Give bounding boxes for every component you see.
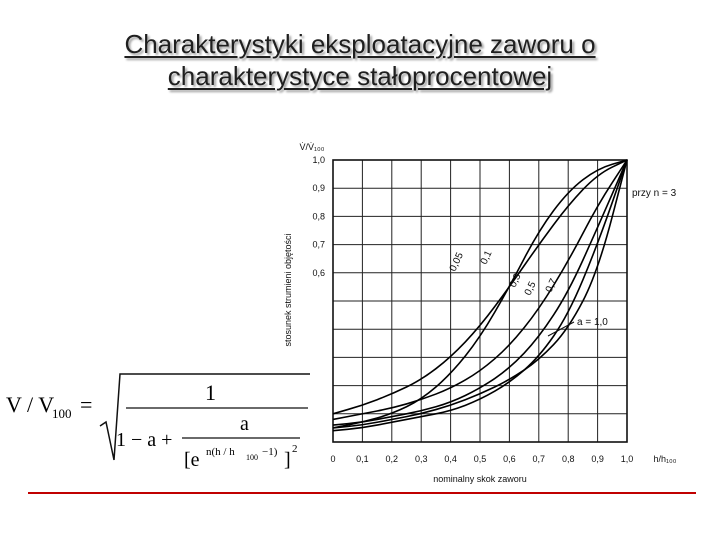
x-tick-label: 0,3 — [414, 454, 428, 464]
title-line-1: Charakterystyki eksploatacyjne zaworu o — [124, 29, 596, 59]
x-tick-label: 1,0 — [620, 454, 634, 464]
y-axis-symbol: V̇/V̇₁₀₀ — [299, 142, 325, 152]
x-tick-label: 0,7 — [532, 454, 546, 464]
x-axis-symbol: h/h₁₀₀ — [653, 454, 677, 464]
x-tick-label: 0,6 — [503, 454, 516, 464]
flow-formula — [0, 360, 320, 490]
formula-exponent-sub: 100 — [246, 453, 258, 462]
y-tick-label: 0,7 — [312, 239, 325, 250]
series-label: a = 1,0 — [577, 317, 608, 328]
y-axis-title: stosunek strumieni objętości — [283, 233, 293, 347]
y-tick-label: 1,0 — [312, 155, 325, 165]
series-label: 0,05 — [447, 250, 466, 274]
x-axis-title: nominalny skok zaworu — [433, 474, 527, 484]
x-tick-label: 0,2 — [385, 454, 399, 464]
formula-equals: = — [80, 392, 93, 417]
title-line-2: charakterystyce stałoprocentowej — [167, 61, 553, 91]
bottom-divider — [28, 492, 696, 494]
x-tick-label: 0,9 — [591, 454, 604, 464]
formula-power: 2 — [292, 443, 298, 455]
formula-exponent-end: −1) — [262, 446, 278, 458]
x-tick-label: 0,5 — [473, 454, 487, 464]
y-tick-label: 0,9 — [312, 183, 325, 194]
y-tick-label: 0,8 — [312, 211, 325, 222]
formula-numerator: 1 — [205, 380, 216, 405]
formula-bracket-close: ] — [284, 449, 291, 471]
series-label: 0,5 — [522, 280, 539, 298]
formula-denominator-prefix: 1 − a + — [116, 429, 173, 451]
formula-exponent: n(h / h — [206, 446, 235, 458]
formula-inner-numerator: a — [240, 413, 249, 435]
formula-lhs: V / V — [6, 392, 55, 417]
chart-annotation: przy n = 3 — [632, 188, 677, 199]
series-label: 0,7 — [543, 277, 560, 295]
x-tick-label: 0 — [330, 454, 336, 464]
formula-bracket-open: [e — [184, 449, 200, 471]
series-label: 0,3 — [507, 272, 524, 290]
x-tick-label: 0,1 — [356, 454, 369, 464]
y-tick-label: 0,6 — [312, 267, 325, 278]
series-label: 0,1 — [478, 249, 495, 267]
x-tick-label: 0,4 — [444, 454, 457, 464]
formula-lhs-sub: 100 — [52, 406, 72, 421]
x-tick-label: 0,8 — [561, 454, 575, 464]
